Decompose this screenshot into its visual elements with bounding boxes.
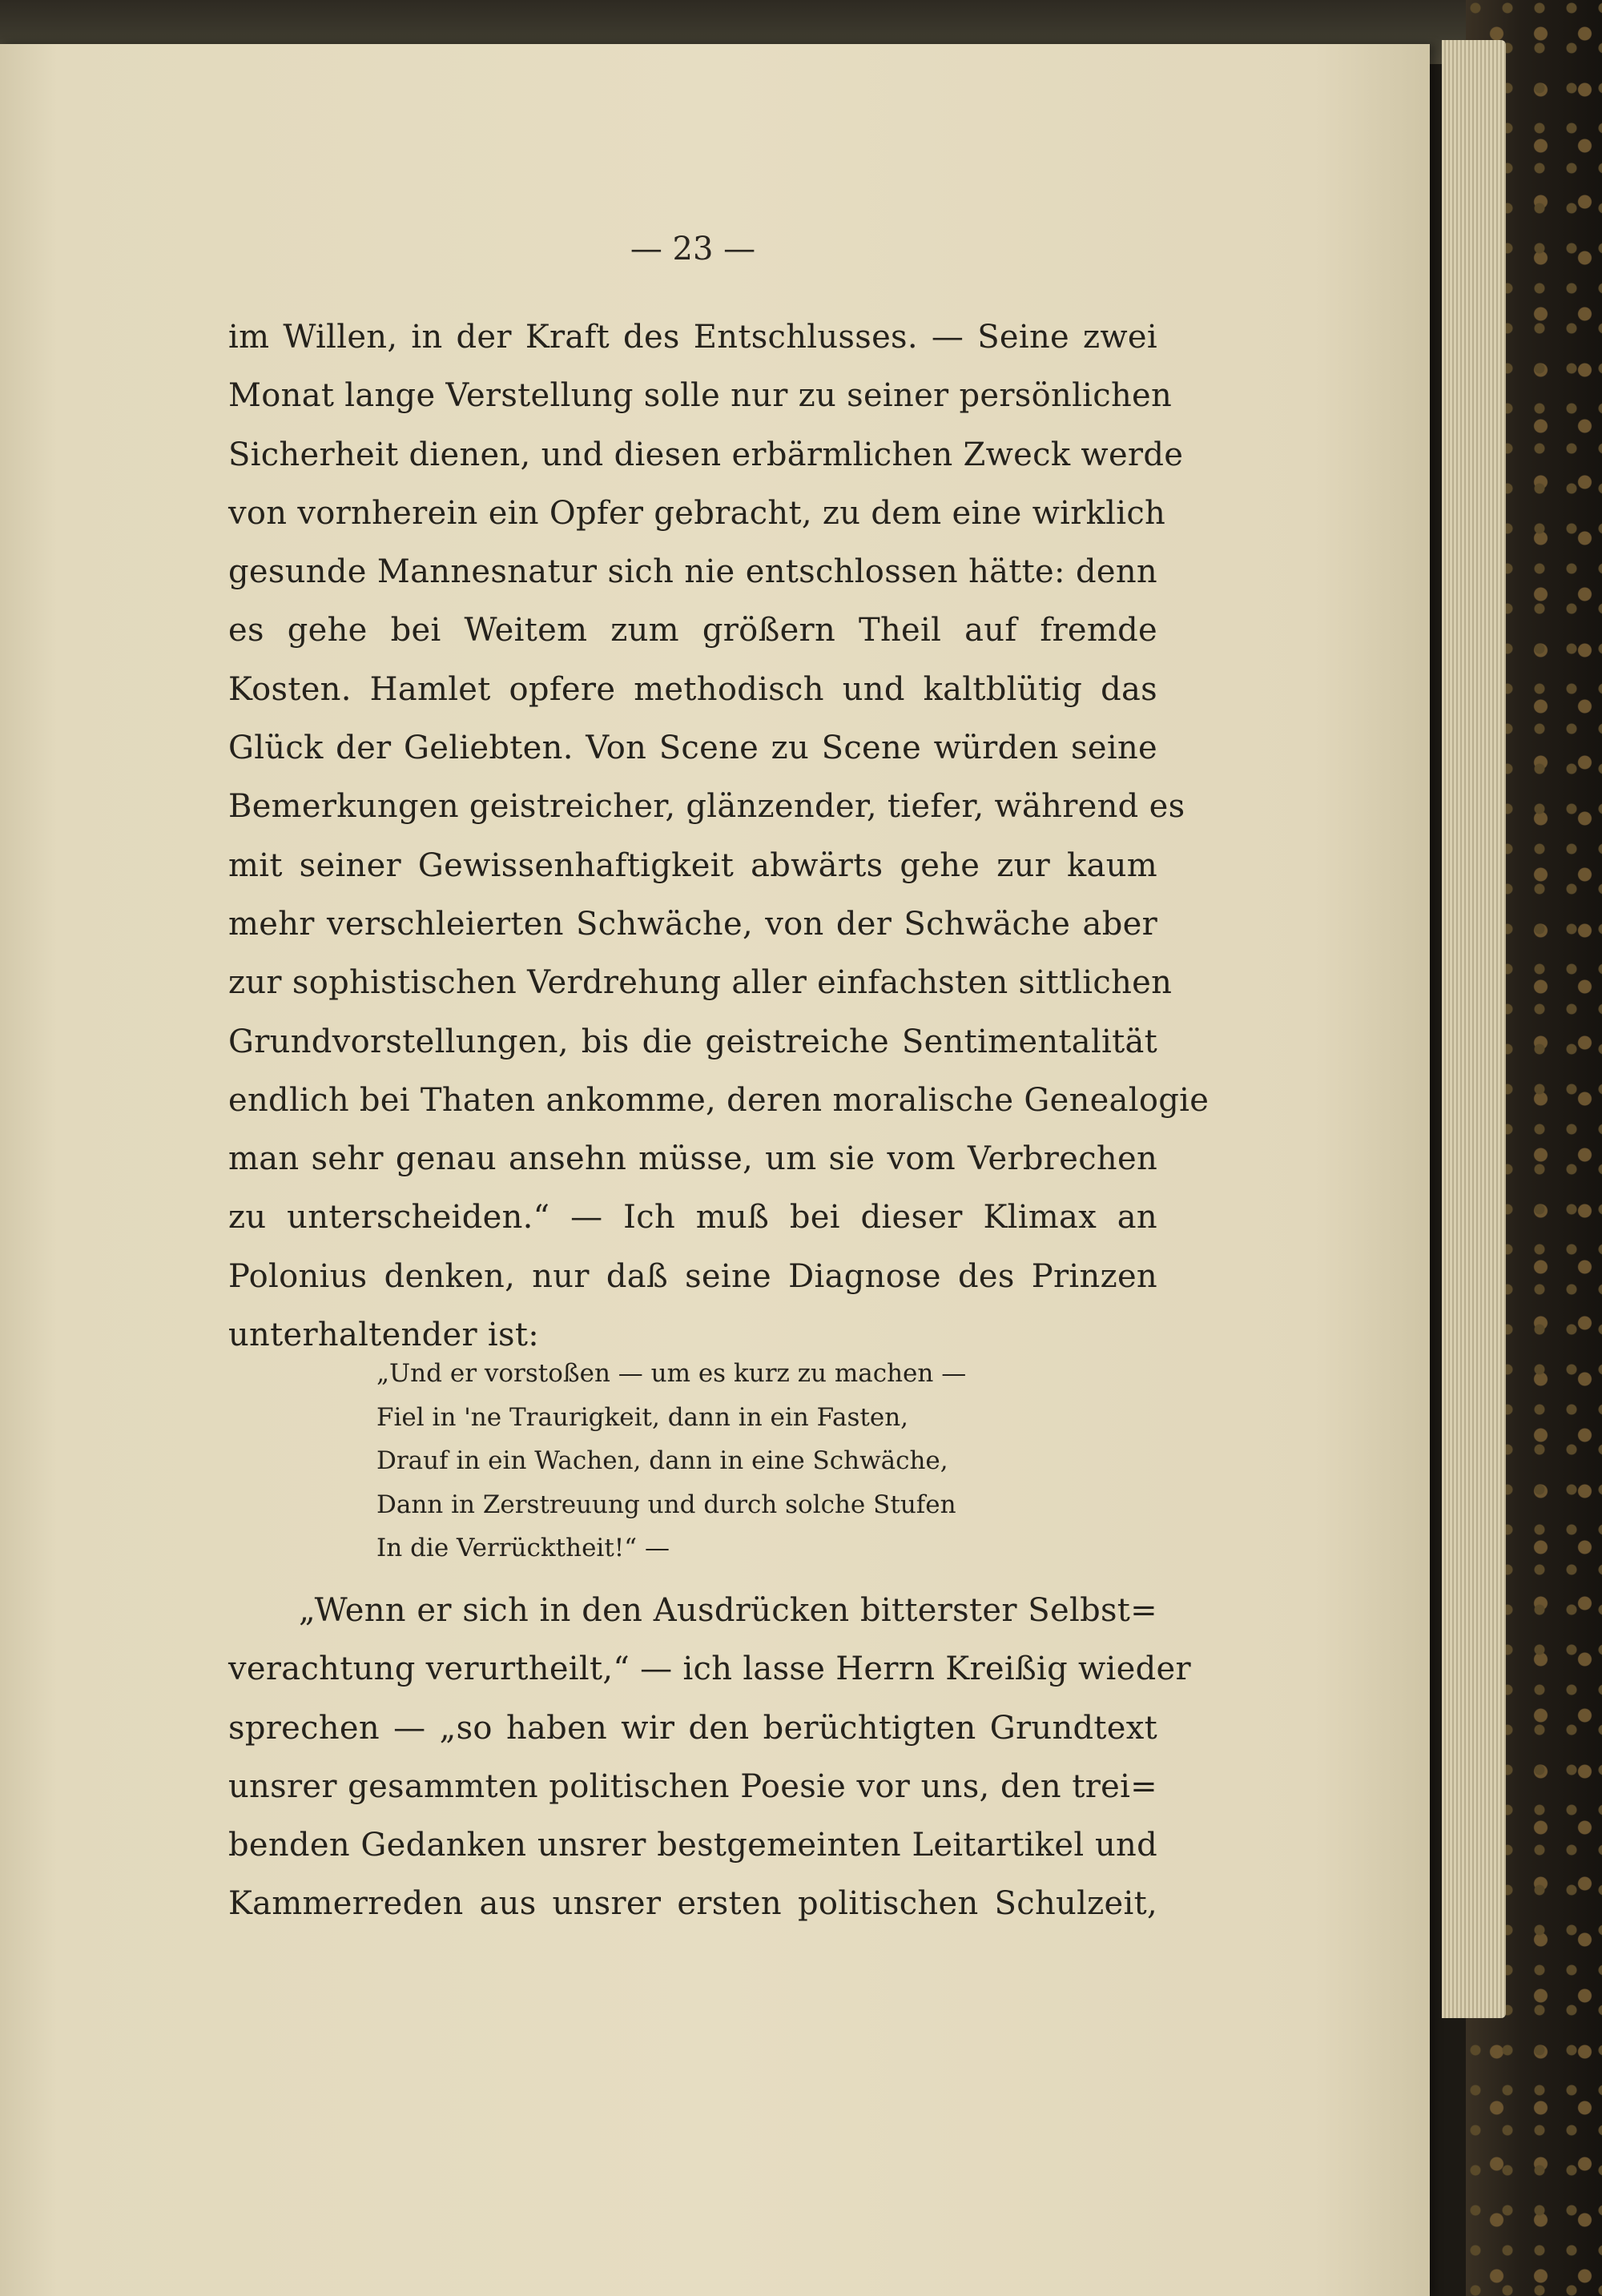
text-line: endlich bei Thaten ankomme, deren moralische Genealogie [228, 1081, 1210, 1119]
text-line: verachtung verurtheilt,“ — ich lasse Herrn Kreißig wieder [228, 1651, 1191, 1688]
verse-line: In die Verrücktheit!“ — [376, 1534, 670, 1562]
text-line: mit seiner Gewissenhaftigkeit abwärts gehe zur kaum [228, 846, 1157, 884]
text-line: man sehr genau ansehn müsse, um sie vom Verbrechen [228, 1140, 1157, 1178]
text-line: Glück der Geliebten. Von Scene zu Scene würden seine [228, 730, 1157, 767]
text-line: sprechen — „so haben wir den berüchtigten Grundtext [228, 1709, 1157, 1747]
verse-line: Dann in Zerstreuung und durch solche Stufen [376, 1490, 956, 1519]
verse-quote [376, 1352, 1065, 1570]
verse-line: Fiel in 'ne Traurigkeit, dann in ein Fasten, [376, 1402, 909, 1432]
paragraph-2 [228, 1582, 1191, 1934]
text-line: Kosten. Hamlet opfere methodisch und kaltblütig das [228, 670, 1157, 708]
text-line: unterhaltender ist: [228, 1317, 539, 1354]
text-line: Grundvorstellungen, bis die geistreiche Sentimentalität [228, 1023, 1157, 1060]
page-number: — 23 — [630, 231, 756, 267]
paragraph-1 [228, 308, 1210, 1365]
verse-line: Drauf in ein Wachen, dann in eine Schwäche, [376, 1446, 948, 1475]
text-line: Polonius denken, nur daß seine Diagnose des Prinzen [228, 1257, 1157, 1295]
text-line: Monat lange Verstellung solle nur zu seiner persönlichen [228, 377, 1173, 415]
text-line: unsrer gesammten politischen Poesie vor uns, den trei= [228, 1767, 1157, 1805]
text-line: Sicherheit dienen, und diesen erbärmlichen Zweck werde [228, 436, 1184, 473]
text-line: „Wenn er sich in den Ausdrücken bitterster Selbst= [299, 1592, 1157, 1629]
text-line: mehr verschleierten Schwäche, von der Schwäche aber [228, 905, 1157, 943]
text-line: gesunde Mannesnatur sich nie entschlossen hätte: denn [228, 553, 1157, 591]
text-line: Kammerreden aus unsrer ersten politischen Schulzeit, [228, 1885, 1157, 1923]
text-line: es gehe bei Weitem zum größern Theil auf fremde [228, 612, 1157, 649]
page-edges [1442, 40, 1506, 2018]
text-line: benden Gedanken unsrer bestgemeinten Leitartikel und [228, 1827, 1157, 1864]
text-line: zu unterscheiden.“ — Ich muß bei dieser Klimax an [228, 1199, 1157, 1236]
text-line: zur sophistischen Verdrehung aller einfachsten sittlichen [228, 964, 1173, 1002]
text-line: Bemerkungen geistreicher, glänzender, tiefer, während es [228, 788, 1185, 826]
verse-line: „Und er vorstoßen — um es kurz zu machen — [376, 1359, 967, 1388]
text-line: von vornherein ein Opfer gebracht, zu dem eine wirklich [228, 494, 1166, 532]
text-line: im Willen, in der Kraft des Entschlusses. — Seine zwei [228, 319, 1157, 356]
